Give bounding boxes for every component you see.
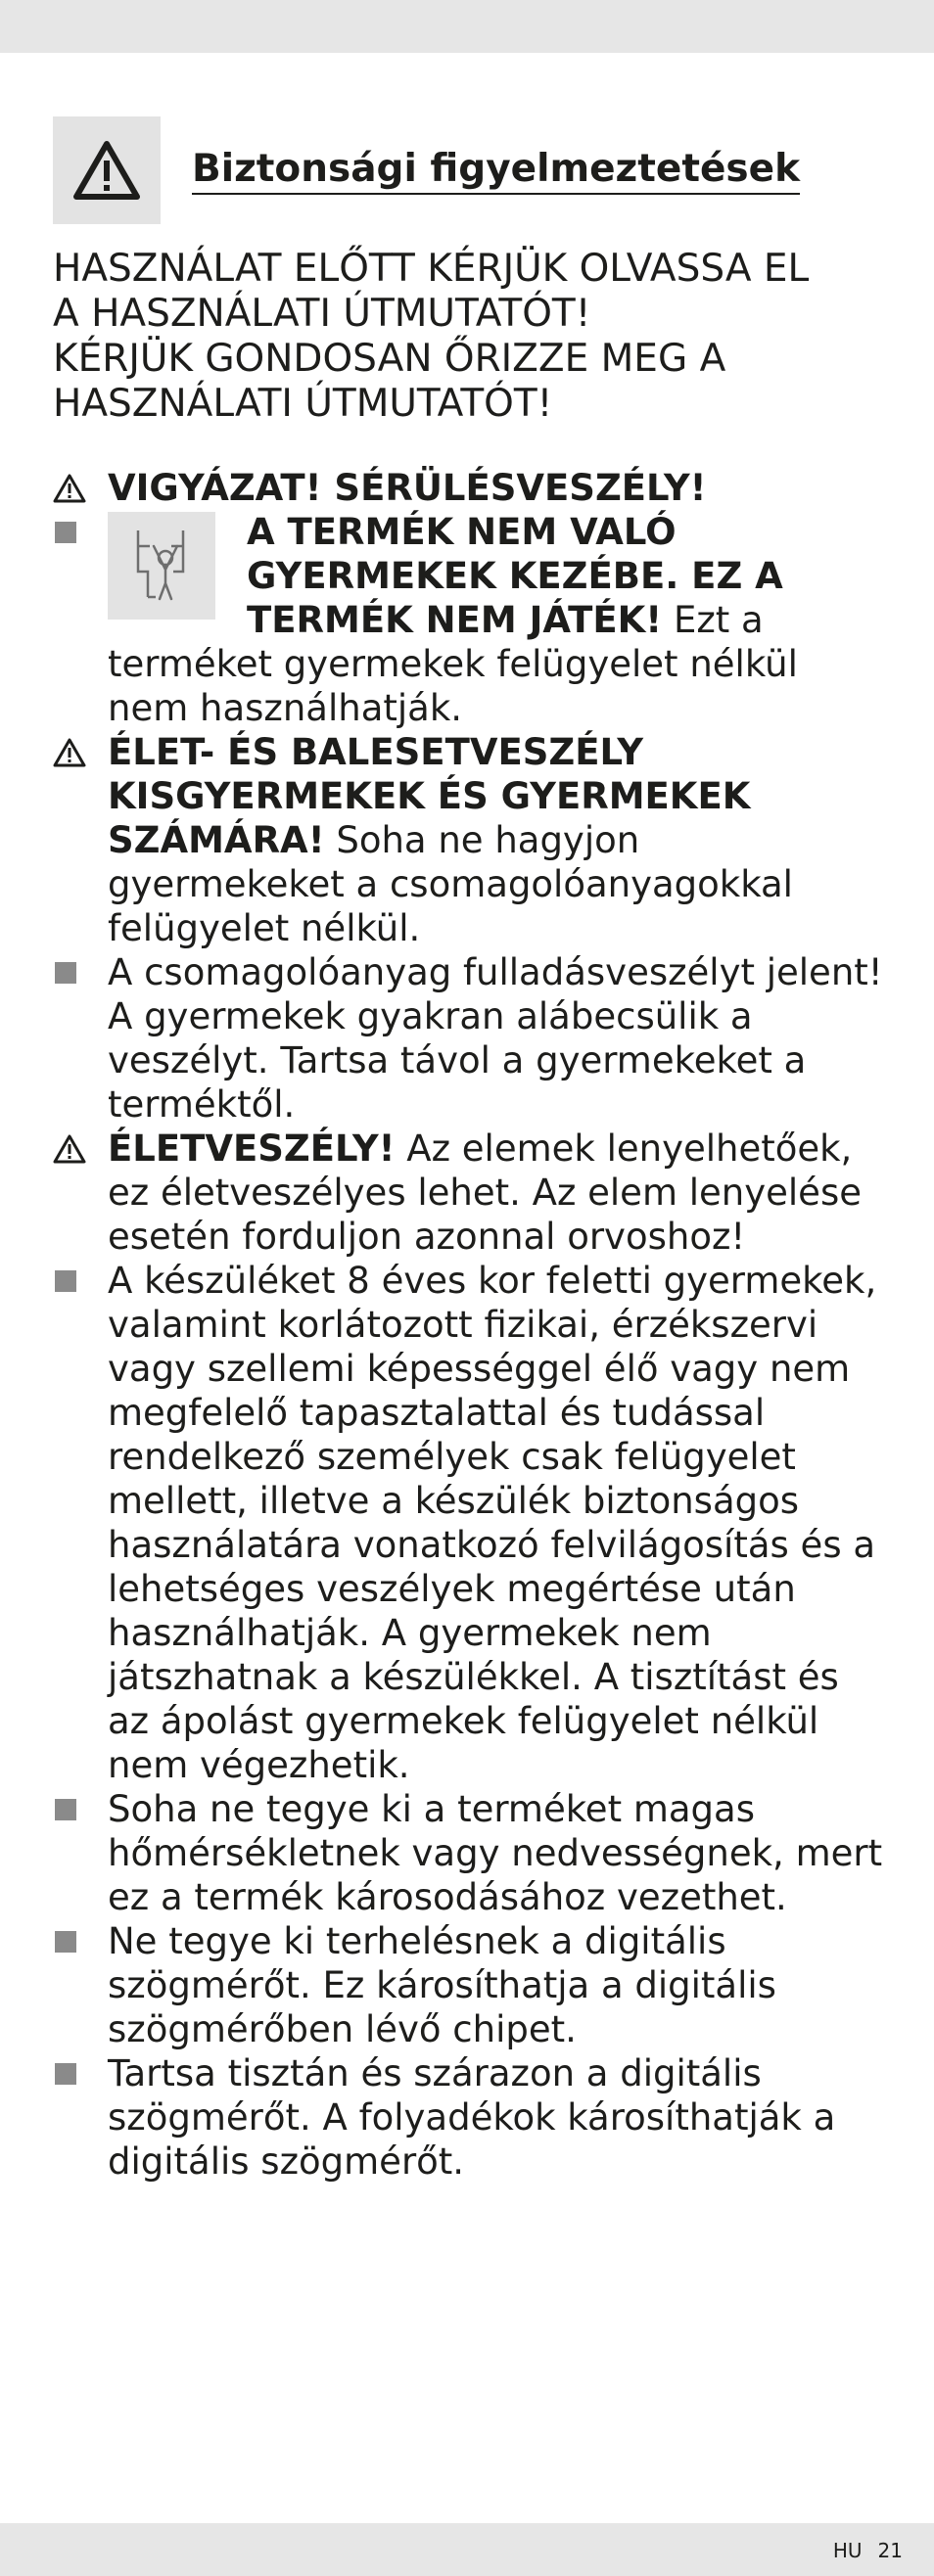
intro-line: HASZNÁLAT ELŐTT KÉRJÜK OLVASSA EL [53, 247, 810, 291]
life-danger-warning [53, 1127, 885, 1259]
warning-triangle-icon [53, 738, 86, 767]
intro-line: HASZNÁLATI ÚTMUTATÓT! [53, 382, 553, 426]
accident-text: Soha ne hagyjon gyermekeket a csomagolóanyagokkal felügyelet nélkül. [108, 819, 793, 949]
bullet-square-icon [55, 522, 76, 543]
top-band [0, 0, 934, 53]
marker [53, 950, 102, 994]
marker [53, 1259, 102, 1303]
load-warning [53, 1919, 885, 2051]
intro-notice [53, 247, 885, 427]
marker [53, 1919, 102, 1963]
bullet-square-icon [55, 1931, 76, 1953]
age-text: A készüléket 8 éves kor feletti gyermekek, valamint korlátozott fizikai, érzékszervi vagy szellemi képességgel élő vagy nem megfelelő tapasztalattal és tudással rendelkező személyek csak felügyelet mellett, illetve a készülék biztonságos használatára vonatkozó felvilágosítás és a lehetséges veszélyek megértése után használhatják. A gyermekek nem játszhatnak a készülékkel. A tisztítást és az ápolást gyermekek felügyelet nélkül nem végezhetik. [108, 1260, 877, 1786]
marker [53, 730, 102, 774]
children-text: Ezt a terméket gyermekek felügyelet nélkül nem használhatják. [108, 599, 798, 729]
bullet-square-icon [55, 962, 76, 984]
intro-line: A HASZNÁLATI ÚTMUTATÓT! [53, 292, 591, 336]
marker [53, 1787, 102, 1831]
load-text: Ne tegye ki terhelésnek a digitális szögmérőt. Ez károsíthatja a digitális szögmérőben lévő chipet. [108, 1920, 776, 2050]
bottom-band [0, 2523, 934, 2576]
accident-bold-text: ÉLET- ÉS BALESETVESZÉLY KISGYERMEKEK ÉS GYERMEKEK SZÁMÁRA! [108, 731, 751, 861]
warning-triangle-icon [53, 474, 86, 503]
warning-icon-box [53, 116, 161, 224]
bullet-square-icon [55, 1799, 76, 1820]
children-bold-text: A TERMÉK NEM VALÓ GYERMEKEK KEZÉBE. EZ A TERMÉK NEM JÁTÉK! [247, 511, 783, 641]
bullet-square-icon [55, 1270, 76, 1292]
marker [53, 466, 102, 510]
marker [53, 510, 102, 554]
marker [53, 2051, 102, 2095]
children-warning [53, 510, 885, 730]
child-not-toy-icon [122, 525, 201, 607]
page-title: Biztonsági figyelmeztetések [192, 147, 800, 195]
warning-triangle-icon [72, 140, 141, 201]
page-number: 21 [877, 2539, 903, 2562]
warning-triangle-icon [53, 1134, 86, 1164]
life-text: Az elemek lenyelhetőek, ez életveszélyes lehet. Az elem lenyelése esetén forduljon azonnal orvoshoz! [108, 1127, 862, 1258]
intro-line: KÉRJÜK GONDOSAN ŐRIZZE MEG A [53, 337, 726, 381]
life-bold-text: ÉLETVESZÉLY! [108, 1127, 396, 1170]
page-footer [833, 2531, 903, 2570]
marker [53, 1127, 102, 1171]
injury-warning [53, 466, 885, 510]
packaging-warning [53, 950, 885, 1127]
section-header [53, 115, 885, 225]
child-not-toy-icon-box [108, 512, 215, 620]
clean-warning [53, 2051, 885, 2184]
safety-section [53, 115, 885, 2184]
age-warning [53, 1259, 885, 1787]
packaging-text: A csomagolóanyag fulladásveszélyt jelent! A gyermekek gyakran alábecsülik a veszélyt. Tartsa távol a gyermekeket a terméktől. [108, 951, 883, 1126]
warnings-list [53, 466, 885, 2184]
injury-heading: VIGYÁZAT! SÉRÜLÉSVESZÉLY! [108, 467, 707, 509]
heat-warning [53, 1787, 885, 1919]
bullet-square-icon [55, 2063, 76, 2085]
heat-text: Soha ne tegye ki a terméket magas hőmérsékletnek vagy nedvességnek, mert ez a termék károsodásához vezethet. [108, 1788, 883, 1918]
language-code: HU [832, 2539, 863, 2562]
accident-warning [53, 730, 885, 950]
clean-text: Tartsa tisztán és szárazon a digitális szögmérőt. A folyadékok károsíthatják a digitális szögmérőt. [108, 2052, 836, 2183]
